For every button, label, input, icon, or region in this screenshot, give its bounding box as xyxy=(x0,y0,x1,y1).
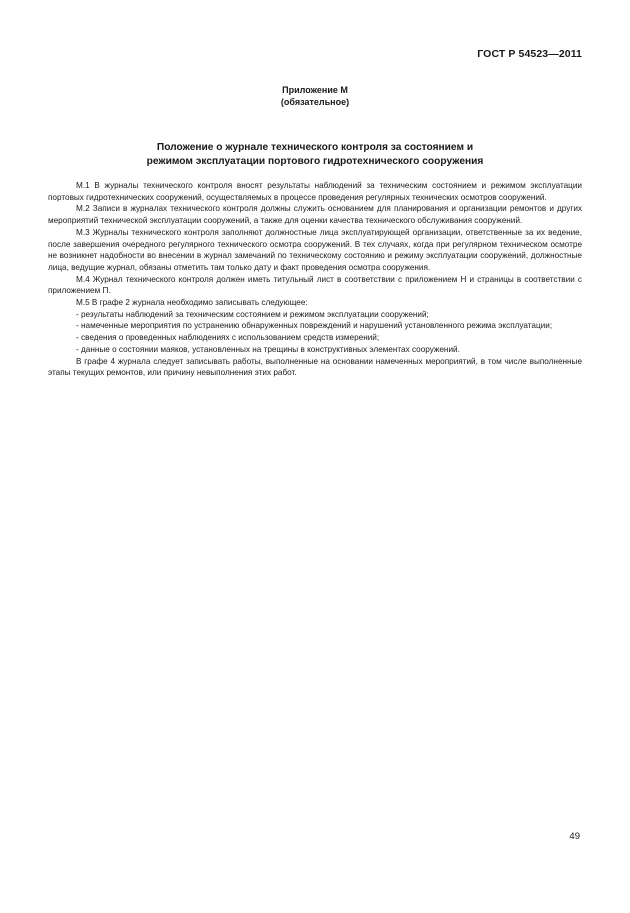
paragraph-column-4: В графе 4 журнала следует записывать работы, выполненные на основании намеченных мероприятий, в том числе выполненные этапы текущих ремонтов, или причину невыполнения этих работ. xyxy=(48,356,582,378)
list-item: - сведения о проведенных наблюдениях с использованием средств измерений; xyxy=(76,333,380,343)
paragraph-m1: М.1 В журналы технического контроля вносят результаты наблюдений за техническим состоянием и режимом эксплуатации портовых гидротехнических сооружений, осуществляемых в процессе проведения регулярных технических осмотров сооружений. xyxy=(48,181,582,202)
body-text xyxy=(48,180,582,379)
paragraph-m3: М.3 Журналы технического контроля заполняют должностные лица эксплуатирующей организации, ответственные за их ведение, после завершения очередного регулярного технического осмотра сооружений. В тех случаях, когда при регулярном техническом осмотре не возникнет надобности во внесении в журнал замечаний по техническому состоянию и режиму эксплуатации сооружений, должностные лица, ведущие журнал, обязаны отметить там только дату и факт проведения осмотра сооружения. xyxy=(48,227,582,272)
title-line-1: Положение о журнале технического контроля за состоянием и xyxy=(156,142,474,153)
page-number: 49 xyxy=(569,831,580,842)
list-item: - данные о состоянии маяков, установленных на трещины в конструктивных элементах сооружений. xyxy=(76,344,460,354)
paragraph-m5: М.5 В графе 2 журнала необходимо записывать следующее: xyxy=(76,298,308,308)
list-item: - намеченные мероприятия по устранению обнаруженных повреждений и нарушений установленного режима эксплуатации; xyxy=(76,321,553,331)
annex-status: (обязательное) xyxy=(280,97,350,107)
list-item: - результаты наблюдений за техническим состоянием и режимом эксплуатации сооружений; xyxy=(76,309,429,319)
standard-code: ГОСТ Р 54523—2011 xyxy=(477,48,582,60)
document-title xyxy=(0,141,630,169)
paragraph-m4: М.4 Журнал технического контроля должен иметь титульный лист в соответствии с приложением Н и страницы в соответствии с приложением П. xyxy=(48,274,582,296)
annex-label: Приложение М xyxy=(282,85,348,95)
annex-heading xyxy=(0,84,630,108)
paragraph-m2: М.2 Записи в журналах технического контроля должны служить основанием для планирования и организации ремонтов и других мероприятий технической эксплуатации сооружений, а также для оценки качества технического обслуживания сооружений. xyxy=(48,204,582,226)
title-line-2: режимом эксплуатации портового гидротехнического сооружения xyxy=(146,156,484,167)
